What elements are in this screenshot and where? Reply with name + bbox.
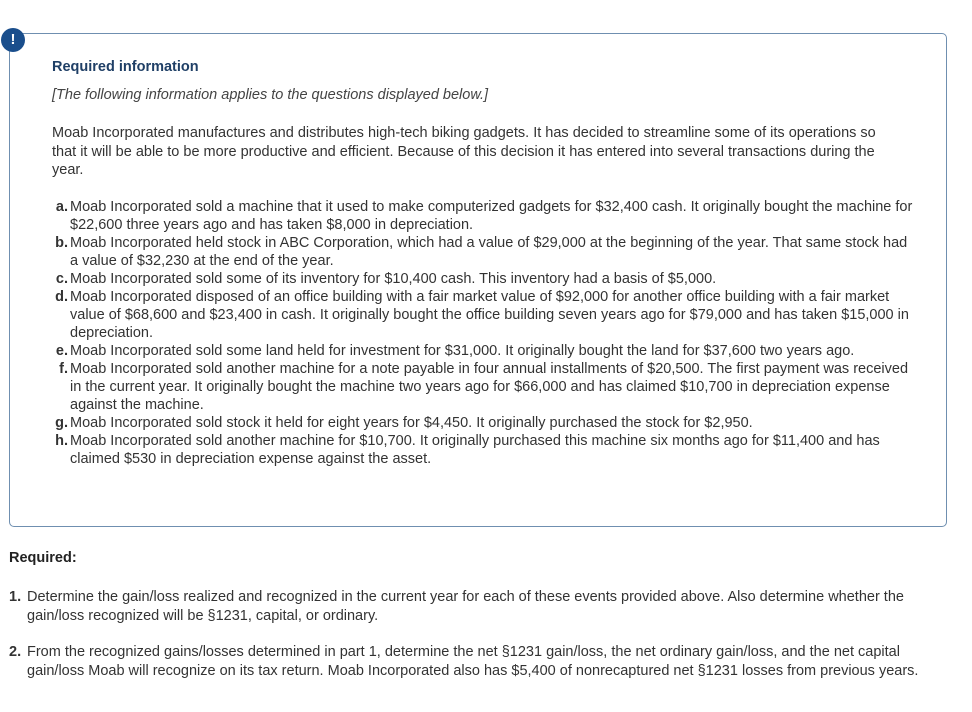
transaction-item-e [52, 342, 917, 360]
transaction-letter: g. [55, 415, 68, 431]
required-item-number: 2. [9, 644, 22, 660]
transaction-item-g [52, 414, 917, 432]
required-item-text: From the recognized gains/losses determined in part 1, determine the net §1231 gain/loss, the net ordinary gain/loss, and the net capital gain/loss Moab will recognize on its tax return. Moab Incorporated also has $5,400 of nonrecaptured net §1231 losses from previous years. [27, 644, 919, 679]
alert-icon: ! [1, 28, 25, 52]
transaction-letter: c. [55, 271, 68, 287]
transaction-list [52, 198, 917, 468]
transaction-text: Moab Incorporated sold stock it held for eight years for $4,450. It originally purchased the stock for $2,950. [70, 415, 753, 431]
transaction-text: Moab Incorporated sold some land held for investment for $31,000. It originally bought the land for $37,600 two years ago. [70, 343, 855, 359]
transaction-letter: a. [55, 199, 68, 215]
transaction-text: Moab Incorporated sold some of its inventory for $10,400 cash. This inventory had a basis of $5,000. [70, 271, 717, 287]
transaction-item-c [52, 270, 917, 288]
transaction-item-h [52, 432, 917, 468]
required-heading: Required: [9, 550, 77, 566]
info-title: Required information [52, 59, 199, 75]
required-item-text: Determine the gain/loss realized and recognized in the current year for each of these events provided above. Also determine whether the gain/loss recognized will be §1231, capital, or ordinary. [27, 589, 904, 624]
transaction-item-f [52, 360, 917, 414]
transaction-letter: f. [59, 361, 68, 377]
transaction-text: Moab Incorporated sold another machine for a note payable in four annual installments of $20,500. The first payment was received in the current year. It originally bought the machine two years ago for $66,000 and has claimed $10,700 in depreciation expense against the machine. [70, 361, 909, 413]
transaction-text: Moab Incorporated sold a machine that it used to make computerized gadgets for $32,400 cash. It originally bought the machine for $22,600 three years ago and has taken $8,000 in depreciation. [70, 199, 913, 233]
transaction-text: Moab Incorporated disposed of an office building with a fair market value of $92,000 for another office building with a fair market value of $68,600 and $23,400 in cash. It originally bought the office building seven years ago for $79,000 and has taken $15,000 in depreciation. [70, 289, 909, 341]
transaction-text: Moab Incorporated sold another machine for $10,700. It originally purchased this machine six months ago for $11,400 and has claimed $530 in depreciation expense against the asset. [70, 433, 880, 467]
transaction-item-d [52, 288, 917, 342]
transaction-letter: h. [55, 433, 68, 449]
intro-paragraph: Moab Incorporated manufactures and distributes high-tech biking gadgets. It has decided to streamline some of its operations so that it will be able to be more productive and efficient. Because of this decision it has entered into several transactions during the year. [52, 125, 876, 178]
transaction-text: Moab Incorporated held stock in ABC Corporation, which had a value of $29,000 at the beginning of the year. That same stock had a value of $32,230 at the end of the year. [70, 235, 908, 269]
transaction-item-b [52, 234, 917, 270]
transaction-letter: d. [55, 289, 68, 305]
info-note: [The following information applies to the questions displayed below.] [52, 87, 489, 103]
transaction-item-a [52, 198, 917, 234]
transaction-letter: b. [55, 235, 68, 251]
transaction-letter: e. [55, 343, 68, 359]
required-item-2 [9, 643, 939, 680]
required-item-1 [9, 588, 939, 625]
required-item-number: 1. [9, 589, 22, 605]
